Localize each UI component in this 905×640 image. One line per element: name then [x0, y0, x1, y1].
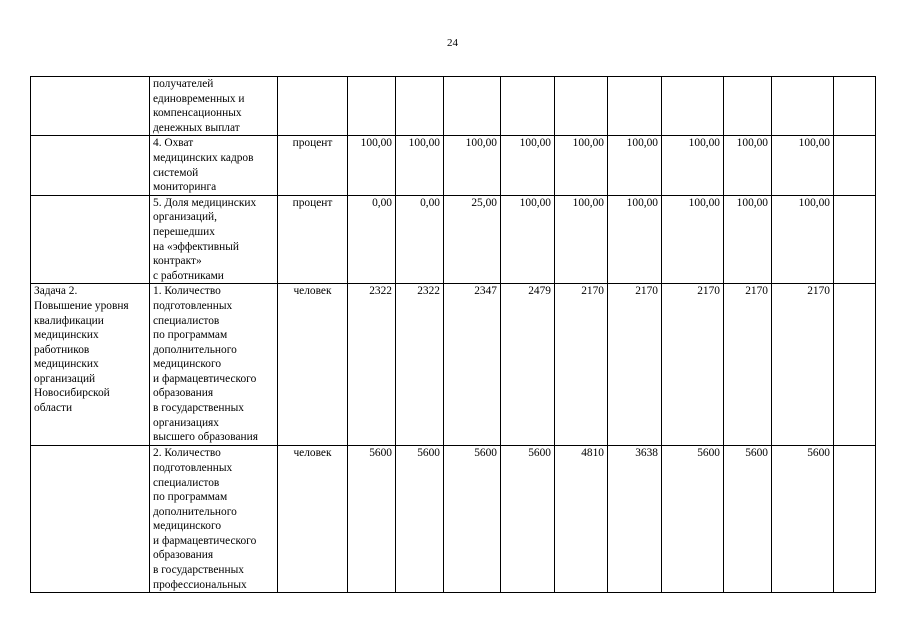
value-cell: 100,00 — [724, 195, 772, 284]
value-cell: 0,00 — [396, 195, 444, 284]
value-cell: 100,00 — [501, 136, 555, 195]
value-cell: 100,00 — [662, 195, 724, 284]
indicator-cell-line: дополнительного — [153, 343, 237, 356]
indicator-cell-line: системой — [153, 166, 199, 179]
value-cell: 2170 — [772, 284, 834, 446]
unit-cell: человек — [278, 446, 348, 593]
indicator-cell-line: и фармацевтического — [153, 534, 257, 547]
indicator-cell-line: в государственных — [153, 402, 244, 415]
task-cell — [31, 136, 150, 195]
task-cell — [31, 195, 150, 284]
value-cell: 2170 — [555, 284, 608, 446]
task-cell-line: медицинских — [34, 358, 99, 371]
value-cell — [608, 77, 662, 136]
value-cell: 100,00 — [724, 136, 772, 195]
indicator-cell — [150, 446, 278, 593]
value-cell: 0,00 — [348, 195, 396, 284]
value-cell: 2322 — [348, 284, 396, 446]
value-cell: 2479 — [501, 284, 555, 446]
value-cell: 3638 — [608, 446, 662, 593]
value-cell — [501, 77, 555, 136]
value-cell: 100,00 — [501, 195, 555, 284]
task-cell-line: Задача 2. — [34, 285, 78, 298]
value-cell: 2170 — [608, 284, 662, 446]
indicator-cell-line: 4. Охват — [153, 137, 194, 150]
indicator-cell-line: 5. Доля медицинских — [153, 196, 257, 209]
value-cell: 2170 — [662, 284, 724, 446]
value-cell: 5600 — [662, 446, 724, 593]
task-cell-line: квалификации — [34, 314, 104, 327]
value-cell: 100,00 — [608, 136, 662, 195]
indicators-table — [30, 76, 876, 593]
indicator-cell-line: компенсационных — [153, 107, 242, 120]
indicator-cell-line: получателей — [153, 78, 214, 90]
table-row — [31, 77, 876, 136]
indicator-cell-line: медицинского — [153, 358, 222, 371]
value-cell — [555, 77, 608, 136]
indicator-cell-line: по программам — [153, 491, 228, 504]
value-cell — [834, 284, 876, 446]
table-body — [31, 77, 876, 593]
value-cell: 5600 — [724, 446, 772, 593]
task-cell — [31, 446, 150, 593]
task-cell-line: работников — [34, 343, 90, 356]
value-cell: 2347 — [444, 284, 501, 446]
indicator-cell-line: контракт» — [153, 255, 202, 268]
indicator-cell-line: и фармацевтического — [153, 372, 257, 385]
value-cell — [348, 77, 396, 136]
indicator-cell-line: специалистов — [153, 314, 220, 327]
indicator-cell — [150, 195, 278, 284]
value-cell: 100,00 — [772, 195, 834, 284]
table-row — [31, 446, 876, 593]
indicator-cell-line: дополнительного — [153, 505, 237, 518]
value-cell — [396, 77, 444, 136]
indicator-cell-line: специалистов — [153, 476, 220, 489]
indicator-cell-line: по программам — [153, 329, 228, 342]
value-cell: 100,00 — [444, 136, 501, 195]
indicator-cell-line: организациях — [153, 416, 219, 429]
value-cell: 5600 — [444, 446, 501, 593]
value-cell: 2322 — [396, 284, 444, 446]
value-cell — [444, 77, 501, 136]
indicator-cell-line: профессиональных — [153, 578, 247, 591]
value-cell: 2170 — [724, 284, 772, 446]
value-cell: 5600 — [772, 446, 834, 593]
value-cell — [772, 77, 834, 136]
task-cell — [31, 284, 150, 446]
indicator-cell-line: высшего образования — [153, 431, 258, 444]
indicator-cell-line: мониторинга — [153, 181, 217, 194]
indicator-cell-line: в государственных — [153, 564, 244, 577]
value-cell: 100,00 — [608, 195, 662, 284]
value-cell: 100,00 — [396, 136, 444, 195]
unit-cell — [278, 77, 348, 136]
table-row — [31, 195, 876, 284]
value-cell — [834, 195, 876, 284]
indicator-cell-line: перешедших — [153, 225, 215, 238]
value-cell — [834, 136, 876, 195]
value-cell — [834, 446, 876, 593]
indicator-cell-line: 1. Количество — [153, 285, 221, 298]
indicator-cell-line: образования — [153, 387, 214, 400]
task-cell-line: Повышение уровня — [34, 299, 129, 312]
task-cell-line: области — [34, 402, 73, 415]
value-cell: 5600 — [348, 446, 396, 593]
indicator-cell-line: 2. Количество — [153, 447, 221, 460]
value-cell: 4810 — [555, 446, 608, 593]
table-row — [31, 284, 876, 446]
value-cell: 100,00 — [772, 136, 834, 195]
task-cell-line: Новосибирской — [34, 387, 110, 400]
page-number: 24 — [447, 37, 458, 49]
value-cell: 25,00 — [444, 195, 501, 284]
indicator-cell — [150, 77, 278, 136]
value-cell — [662, 77, 724, 136]
value-cell: 100,00 — [662, 136, 724, 195]
task-cell-line: медицинских — [34, 329, 99, 342]
value-cell: 100,00 — [555, 136, 608, 195]
value-cell: 100,00 — [348, 136, 396, 195]
indicator-cell-line: медицинских кадров — [153, 151, 254, 164]
indicator-cell-line: подготовленных — [153, 299, 233, 312]
value-cell: 5600 — [396, 446, 444, 593]
indicator-cell-line: подготовленных — [153, 461, 233, 474]
indicator-cell — [150, 284, 278, 446]
indicator-cell — [150, 136, 278, 195]
indicator-cell-line: образования — [153, 549, 214, 562]
unit-cell: процент — [278, 136, 348, 195]
indicator-cell-line: организаций, — [153, 211, 217, 224]
value-cell — [834, 77, 876, 136]
task-cell-line: организаций — [34, 372, 96, 385]
task-cell — [31, 77, 150, 136]
unit-cell: человек — [278, 284, 348, 446]
table-row — [31, 136, 876, 195]
indicator-cell-line: единовременных и — [153, 92, 245, 105]
indicator-cell-line: денежных выплат — [153, 121, 240, 134]
value-cell — [724, 77, 772, 136]
indicator-cell-line: на «эффективный — [153, 240, 239, 253]
indicator-cell-line: медицинского — [153, 520, 222, 533]
unit-cell: процент — [278, 195, 348, 284]
value-cell: 5600 — [501, 446, 555, 593]
indicator-cell-line: с работниками — [153, 269, 224, 282]
value-cell: 100,00 — [555, 195, 608, 284]
